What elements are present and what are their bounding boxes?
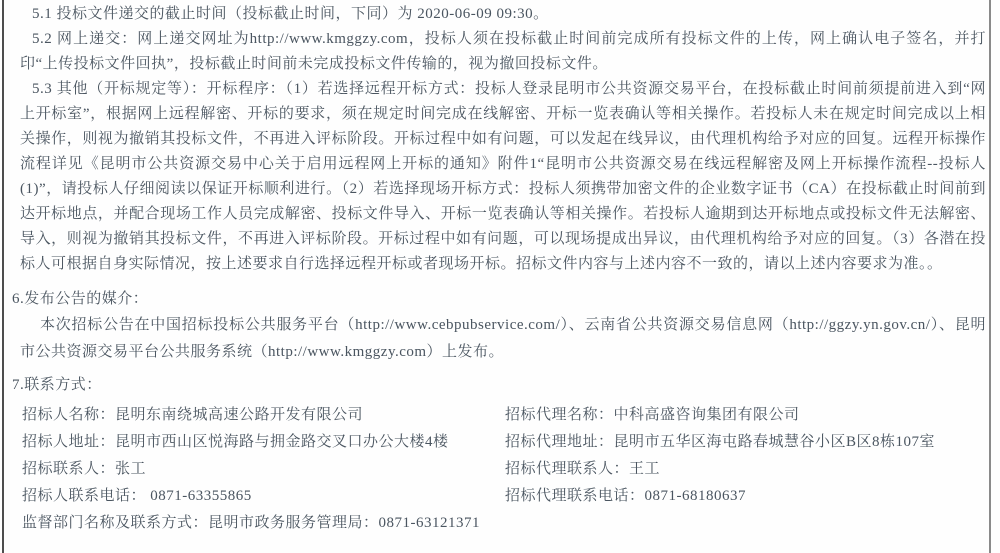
page-right-edge	[989, 0, 991, 553]
contact-row	[22, 429, 986, 456]
section-6-heading: 6.发布公告的媒介：	[12, 291, 149, 307]
agency-phone: 招标代理联系电话：0871-68180637	[505, 488, 746, 504]
paragraph-5-1: 5.1 投标文件递交的截止时间（投标截止时间，下同）为 2020-06-09 09:30。	[32, 6, 549, 22]
agency-address: 招标代理地址：昆明市五华区海屯路春城慧谷小区B区8栋107室	[505, 434, 936, 450]
tenderer-name: 招标人名称：昆明东南绕城高速公路开发有限公司	[22, 407, 364, 423]
section-7-heading: 7.联系方式：	[12, 377, 102, 393]
supervision-line-row	[22, 510, 986, 537]
contact-block	[22, 402, 986, 537]
paragraph-5-3: 5.3 其他（开标规定等）：开标程序：（1）若选择远程开标方式：投标人登录昆明市公共资源交易平台，在投标截止时间前须提前进入到“网上开标室”，根据网上远程解密、开标的要求，须在规定时间完成在线解密、开标一览表确认等相关操作。若投标人未在规定时间完成以上相关操作，则视为撤销其投标文件，不再进入评标阶段。开标过程中如有问题，可以发起在线异议，由代理机构给予对应的回复。远程开标操作流程详见《昆明市公共资源交易中心关于启用远程网上开标的通知》附件1“昆明市公共资源交易在线远程解密及网上开标操作流程--投标人(1)”，请投标人仔细阅读以保证开标顺利进行。（2）若选择现场开标方式：投标人须携带加密文件的企业数字证书（CA）在投标截止时间前到达开标地点，并配合现场工作人员完成解密、投标文件导入、开标一览表确认等相关操作。若投标人逾期到达开标地点或投标文件无法解密、导入，则视为撤销其投标文件，不再进入评标阶段。开标过程中如有问题，可以现场提成出异议，由代理机构给予对应的回复。（3）各潜在投标人可根据自身实际情况，按上述要求自行选择远程开标或者现场开标。招标文件内容与上述内容不一致的，请以上述内容要求为准。。	[20, 81, 986, 272]
tenderer-contact-person: 招标联系人：张工	[22, 461, 147, 477]
contact-row	[22, 402, 986, 429]
supervision-line: 监督部门名称及联系方式：昆明市政务服务管理局：0871-63121371	[22, 515, 480, 531]
tenderer-phone: 招标人联系电话： 0871-63355865	[22, 488, 252, 504]
document-content	[12, 2, 986, 537]
section-6-body: 本次招标公告在中国招标投标公共服务平台（http://www.cebpubservice.com/）、云南省公共资源交易信息网（http://ggzy.yn.gov.cn/）、昆明市公共资源交易平台公共服务系统（http://www.kmggzy.com）上发布。	[20, 317, 986, 360]
page-left-edge	[2, 0, 4, 553]
tenderer-address: 招标人地址：昆明市西山区悦海路与拥金路交叉口办公大楼4楼	[22, 434, 449, 450]
contact-row	[22, 456, 986, 483]
paragraph-5-2: 5.2 网上递交：网上递交网址为http://www.kmggzy.com，投标人须在投标截止时间前完成所有投标文件的上传，网上确认电子签名，并打印“上传投标文件回执”，投标截止时间前未完成投标文件传输的，视为撤回投标文件。	[20, 31, 986, 72]
agency-contact-person: 招标代理联系人：王工	[505, 461, 661, 477]
agency-name: 招标代理名称：中科高盛咨询集团有限公司	[505, 407, 800, 423]
contact-row	[22, 483, 986, 510]
